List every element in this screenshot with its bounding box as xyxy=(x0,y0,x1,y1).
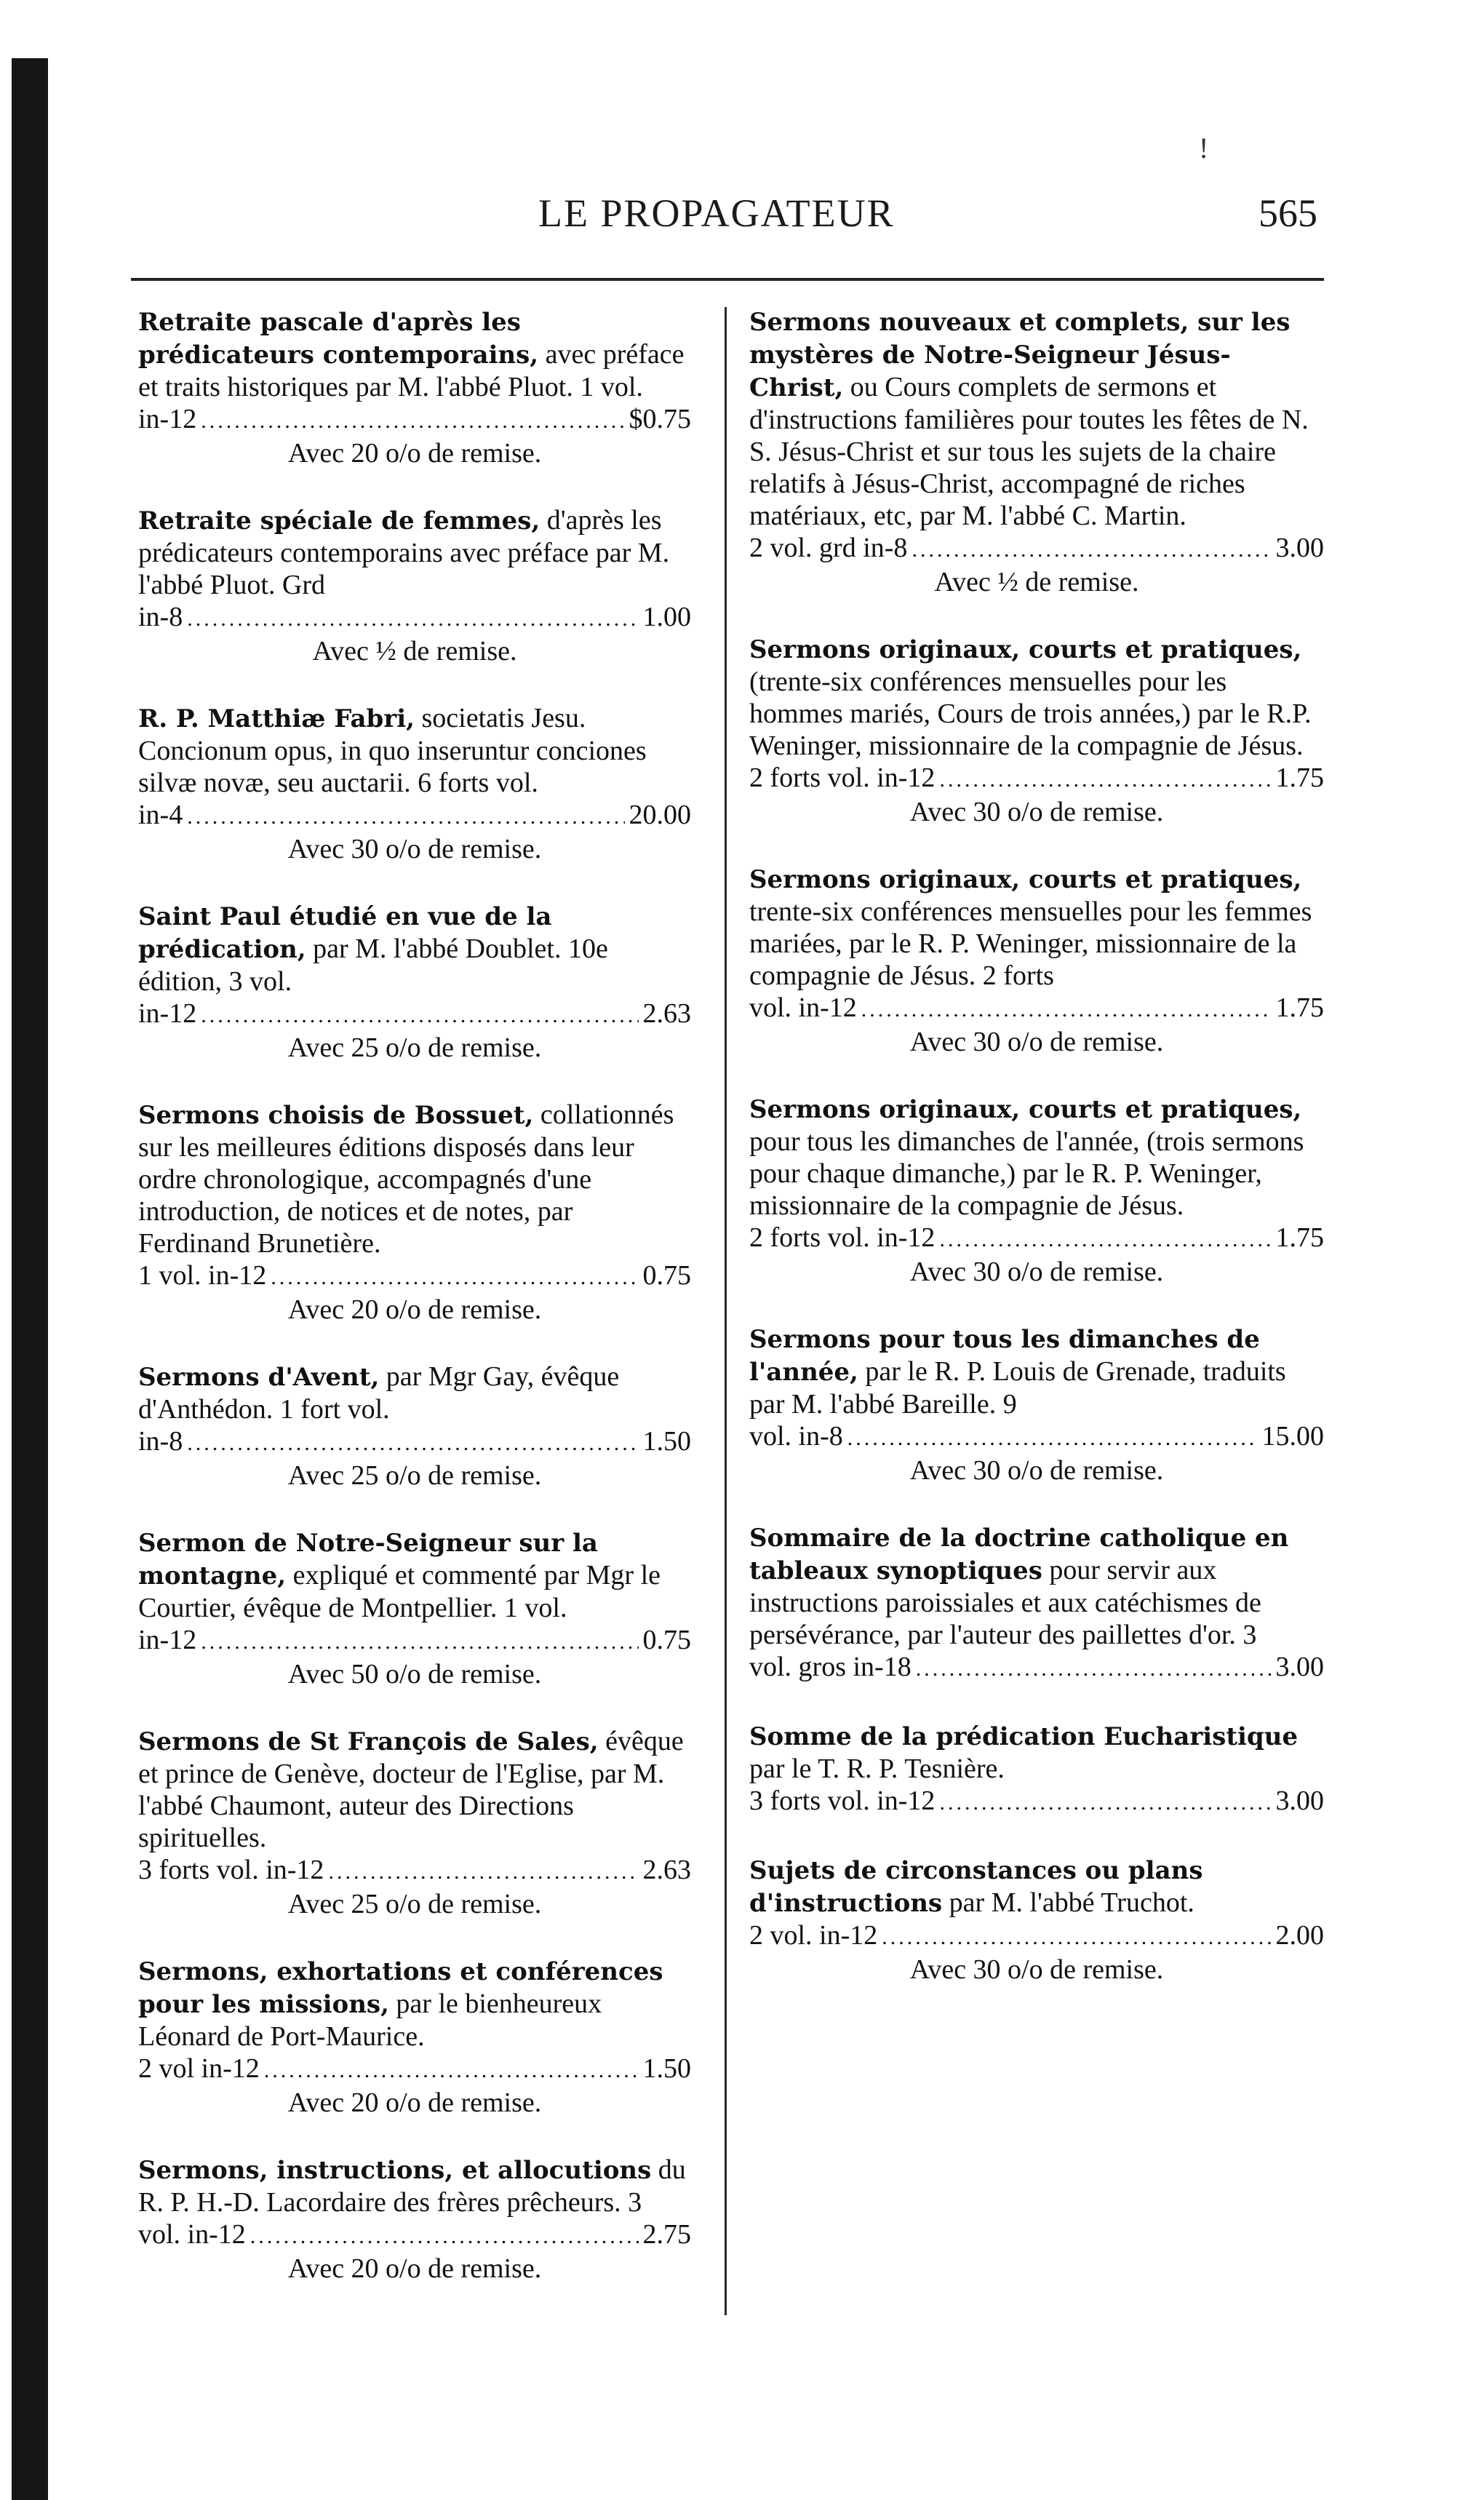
running-title: LE PROPAGATEUR xyxy=(538,191,895,235)
column-divider xyxy=(725,307,727,2315)
price-line xyxy=(138,601,691,635)
entry-body xyxy=(138,702,691,799)
price-line xyxy=(749,1420,1324,1454)
entry-discount: Avec ½ de remise. xyxy=(312,636,517,666)
entry-discount: Avec 20 o/o de remise. xyxy=(287,2087,542,2118)
entry-volume: in-12 xyxy=(138,998,197,1029)
catalog-entry xyxy=(749,1720,1324,1819)
entry-discount: Avec 20 o/o de remise. xyxy=(287,1294,542,1325)
dot-leader xyxy=(939,764,1271,796)
entry-volume: in-4 xyxy=(138,800,183,830)
dot-leader xyxy=(201,405,624,437)
entry-volume: in-8 xyxy=(138,602,183,632)
entry-description: d'après les prédicateurs contemporains avec préface par M. l'abbé Pluot. Grd xyxy=(138,505,670,600)
entry-volume: 3 forts vol. in-12 xyxy=(749,1786,936,1816)
entry-description: trente-six conférences mensuelles pour les femmes mariées, par le R. P. Weninger, missionnaire de la compagnie de Jésus. 2 forts xyxy=(749,896,1312,991)
entry-body xyxy=(138,1361,691,1425)
entry-discount: Avec 30 o/o de remise. xyxy=(909,1027,1164,1057)
entry-discount: Avec ½ de remise. xyxy=(934,567,1139,597)
entry-title: Sermons originaux, courts et pratiques, xyxy=(749,635,1302,664)
entry-description: collationnés sur les meilleures éditions disposés dans leur ordre chronologique, accompagnés d'une introduction, de notices et de notes, par Ferdinand Brunetière. xyxy=(138,1099,674,1259)
entry-volume: 2 forts vol. in-12 xyxy=(749,763,936,793)
catalog-entry xyxy=(749,1093,1324,1288)
entry-description: par le bienheureux Léonard de Port-Maurice. xyxy=(138,1989,602,2052)
entry-title: Somme de la prédication Eucharistique xyxy=(749,1722,1298,1751)
entry-body xyxy=(138,1099,691,1259)
price-line xyxy=(138,1425,691,1460)
entry-price: 1.50 xyxy=(642,2053,691,2084)
catalog-entry xyxy=(138,1725,691,1920)
entry-price: 20.00 xyxy=(629,800,691,830)
entry-description: par le R. P. Louis de Grenade, traduits par M. l'abbé Bareille. 9 xyxy=(749,1356,1286,1420)
dot-leader xyxy=(264,2055,639,2087)
entry-volume: in-8 xyxy=(138,1426,183,1457)
entry-volume: vol. in-8 xyxy=(749,1421,843,1452)
entry-price: $0.75 xyxy=(629,404,691,434)
price-line xyxy=(749,1222,1324,1256)
entry-title: Sermons, instructions, et allocutions xyxy=(138,2156,652,2185)
entry-title: Retraite pascale d'après les prédicateurs contemporains, xyxy=(138,308,539,370)
entry-discount: Avec 25 o/o de remise. xyxy=(287,1460,542,1491)
catalog-entry xyxy=(749,633,1324,828)
right-column xyxy=(749,306,1324,2021)
entry-price: 2.75 xyxy=(642,2219,691,2250)
entry-price: 2.63 xyxy=(642,1855,691,1885)
dot-leader xyxy=(939,1787,1271,1819)
entry-body xyxy=(749,1720,1324,1785)
price-line xyxy=(749,762,1324,796)
dot-leader xyxy=(201,1626,638,1658)
catalog-entry xyxy=(138,702,691,865)
entry-description: évêque et prince de Genève, docteur de l'Eglise, par M. l'abbé Chaumont, auteur des Directions spirituelles. xyxy=(138,1726,684,1853)
entry-volume: in-12 xyxy=(138,1625,197,1655)
entry-volume: vol. in-12 xyxy=(138,2219,246,2250)
page-header xyxy=(0,191,1484,249)
entry-discount: Avec 50 o/o de remise. xyxy=(287,1659,542,1689)
dot-leader xyxy=(187,801,624,833)
entry-price: 1.50 xyxy=(642,1426,691,1457)
dot-leader xyxy=(882,1922,1271,1954)
price-line xyxy=(138,2053,691,2087)
entry-volume: vol. gros in-18 xyxy=(749,1652,911,1682)
entry-body xyxy=(138,306,691,403)
catalog-entry xyxy=(749,1521,1324,1685)
entry-body xyxy=(138,1725,691,1854)
entry-description: du R. P. H.-D. Lacordaire des frères prêcheurs. 3 xyxy=(138,2154,686,2218)
price-line xyxy=(749,992,1324,1026)
header-rule xyxy=(131,278,1324,281)
price-line xyxy=(138,998,691,1032)
entry-body xyxy=(138,1526,691,1624)
entry-price: 3.00 xyxy=(1275,533,1324,563)
catalog-entry xyxy=(138,306,691,469)
entry-discount: Avec 30 o/o de remise. xyxy=(287,834,542,864)
stray-mark: ! xyxy=(1199,132,1209,164)
entry-discount: Avec 30 o/o de remise. xyxy=(909,1954,1164,1985)
entry-description: par M. l'abbé Truchot. xyxy=(949,1887,1194,1918)
price-line xyxy=(138,2218,691,2253)
price-line xyxy=(749,1785,1324,1819)
entry-body xyxy=(138,504,691,601)
catalog-entry xyxy=(138,1955,691,2119)
catalog-entry xyxy=(749,863,1324,1058)
entry-description: expliqué et commenté par Mgr le Courtier, évêque de Montpellier. 1 vol. xyxy=(138,1560,661,1623)
entry-volume: 2 vol in-12 xyxy=(138,2053,260,2084)
entry-description: par M. l'abbé Doublet. 10e édition, 3 vol. xyxy=(138,933,608,997)
entry-volume: in-12 xyxy=(138,404,197,434)
dot-leader xyxy=(271,1262,638,1294)
catalog-entry xyxy=(749,1323,1324,1486)
entry-price: 1.00 xyxy=(642,602,691,632)
entry-price: 1.75 xyxy=(1275,1222,1324,1253)
entry-description: ou Cours complets de sermons et d'instructions familières pour toutes les fêtes de N. S. Jésus-Christ et sur tous les sujets de la chaire relatifs à Jésus-Christ, accompagné de riches matériaux, etc, par M. l'abbé C. Martin. xyxy=(749,372,1309,531)
entry-description: pour tous les dimanches de l'année, (trois sermons pour chaque dimanche,) par le R. P. Weninger, missionnaire de la compagnie de Jésus. xyxy=(749,1126,1304,1221)
entry-description: societatis Jesu. Concionum opus, in quo inseruntur conciones silvæ novæ, seu auctarii. 6 forts vol. xyxy=(138,703,647,798)
entry-price: 1.75 xyxy=(1275,992,1324,1023)
entry-body xyxy=(749,1323,1324,1420)
entry-title: R. P. Matthiæ Fabri, xyxy=(138,704,415,733)
entry-price: 15.00 xyxy=(1261,1421,1324,1452)
entry-title: Retraite spéciale de femmes, xyxy=(138,506,540,536)
entry-discount: Avec 20 o/o de remise. xyxy=(287,438,542,469)
entry-price: 0.75 xyxy=(642,1625,691,1655)
entry-title: Sermons nouveaux et complets, sur les mystères de Notre-Seigneur Jésus-Christ, xyxy=(749,308,1290,402)
entry-title: Sermon de Notre-Seigneur sur la montagne, xyxy=(138,1529,598,1591)
price-line xyxy=(749,532,1324,566)
price-line xyxy=(138,1854,691,1888)
price-line xyxy=(138,799,691,833)
entry-title: Sermons choisis de Bossuet, xyxy=(138,1101,534,1130)
dot-leader xyxy=(911,534,1271,566)
left-column xyxy=(138,306,691,2320)
price-line xyxy=(138,1259,691,1294)
entry-body xyxy=(138,900,691,998)
entry-price: 0.75 xyxy=(642,1260,691,1291)
dot-leader xyxy=(861,994,1272,1026)
entry-body xyxy=(749,306,1324,532)
dot-leader xyxy=(201,1000,638,1032)
book-spine-shadow xyxy=(12,58,48,2500)
dot-leader xyxy=(187,603,638,635)
catalog-entry xyxy=(138,504,691,667)
entry-volume: 1 vol. in-12 xyxy=(138,1260,267,1291)
entry-body xyxy=(749,863,1324,992)
entry-body xyxy=(749,1093,1324,1222)
entry-title: Saint Paul étudié en vue de la prédication, xyxy=(138,902,552,964)
entry-price: 1.75 xyxy=(1275,763,1324,793)
entry-title: Sommaire de la doctrine catholique en tableaux synoptiques xyxy=(749,1524,1289,1585)
catalog-entry xyxy=(138,900,691,1064)
entry-discount: Avec 30 o/o de remise. xyxy=(909,797,1164,827)
catalog-entry xyxy=(749,1854,1324,1986)
entry-body xyxy=(749,1521,1324,1651)
entry-price: 3.00 xyxy=(1275,1786,1324,1816)
price-line xyxy=(138,1624,691,1658)
entry-description: pour servir aux instructions paroissiales et aux catéchismes de persévérance, par l'auteur des paillettes d'or. 3 xyxy=(749,1555,1261,1650)
entry-title: Sermons originaux, courts et pratiques, xyxy=(749,865,1302,894)
entry-volume: 2 forts vol. in-12 xyxy=(749,1222,936,1253)
entry-discount: Avec 25 o/o de remise. xyxy=(287,1889,542,1919)
entry-discount: Avec 30 o/o de remise. xyxy=(909,1257,1164,1287)
entry-title: Sermons d'Avent, xyxy=(138,1363,380,1392)
entry-discount: Avec 30 o/o de remise. xyxy=(909,1455,1164,1486)
catalog-entry xyxy=(138,1361,691,1492)
entry-discount: Avec 20 o/o de remise. xyxy=(287,2253,542,2284)
entry-price: 3.00 xyxy=(1275,1652,1324,1682)
entry-body xyxy=(138,1955,691,2053)
entry-title: Sermons pour tous les dimanches de l'année, xyxy=(749,1325,1260,1387)
dot-leader xyxy=(939,1224,1271,1256)
catalog-entry xyxy=(138,1099,691,1326)
dot-leader xyxy=(328,1856,638,1888)
entry-body xyxy=(749,1854,1324,1919)
entry-volume: 2 vol. grd in-8 xyxy=(749,533,908,563)
entry-volume: vol. in-12 xyxy=(749,992,857,1023)
dot-leader xyxy=(847,1422,1258,1454)
catalog-entry xyxy=(138,2154,691,2285)
entry-price: 2.63 xyxy=(642,998,691,1029)
entry-description: par Mgr Gay, évêque d'Anthédon. 1 fort vol. xyxy=(138,1361,620,1425)
entry-body xyxy=(749,633,1324,762)
entry-discount: Avec 25 o/o de remise. xyxy=(287,1032,542,1063)
price-line xyxy=(138,403,691,437)
dot-leader xyxy=(187,1428,638,1460)
entry-title: Sermons, exhortations et conférences pour les missions, xyxy=(138,1957,663,2019)
price-line xyxy=(749,1919,1324,1954)
entry-description: (trente-six conférences mensuelles pour les hommes mariés, Cours de trois années,) par le R.P. Weninger, missionnaire de la compagnie de Jésus. xyxy=(749,666,1312,761)
entry-price: 2.00 xyxy=(1275,1920,1324,1951)
catalog-entry xyxy=(138,1526,691,1690)
entry-volume: 2 vol. in-12 xyxy=(749,1920,878,1951)
entry-title: Sujets de circonstances ou plans d'instructions xyxy=(749,1856,1203,1918)
entry-title: Sermons originaux, courts et pratiques, xyxy=(749,1095,1302,1124)
dot-leader xyxy=(250,2221,639,2253)
entry-title: Sermons de St François de Sales, xyxy=(138,1727,599,1756)
entry-body xyxy=(138,2154,691,2218)
page-number: 565 xyxy=(1258,191,1317,235)
entry-volume: 3 forts vol. in-12 xyxy=(138,1855,324,1885)
dot-leader xyxy=(916,1653,1272,1685)
entry-description: avec préface et traits historiques par M. l'abbé Pluot. 1 vol. xyxy=(138,339,685,402)
entry-description: par le T. R. P. Tesnière. xyxy=(749,1753,1005,1784)
price-line xyxy=(749,1651,1324,1685)
catalog-entry xyxy=(749,306,1324,598)
